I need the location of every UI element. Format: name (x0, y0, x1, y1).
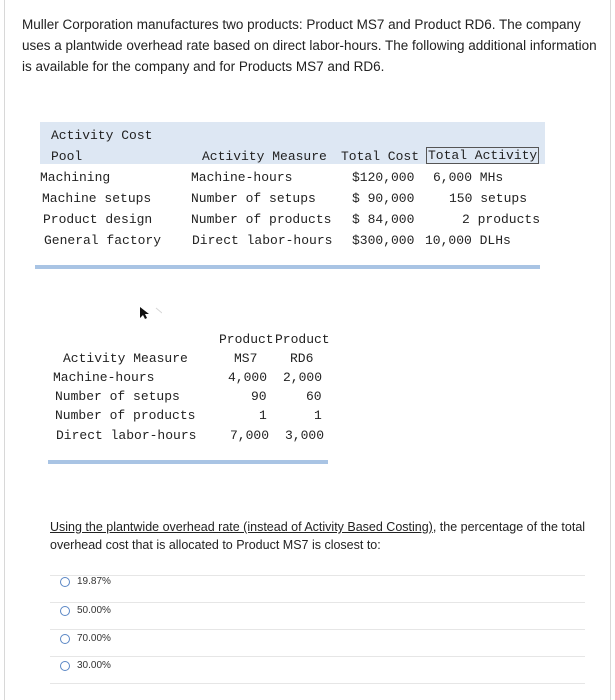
cost-row-activity: 150 setups (449, 191, 528, 206)
option-divider (50, 656, 585, 657)
product-ms7-header-line2: MS7 (234, 351, 258, 366)
product-row-ms7: 7,000 (230, 428, 270, 443)
product-rd6-header-line2: RD6 (290, 351, 314, 366)
cost-row-measure: Number of products (191, 212, 332, 227)
cost-row-pool: Machine setups (42, 191, 152, 206)
option-70-00[interactable] (60, 633, 111, 644)
cost-table-rule (35, 265, 540, 269)
product-row-ms7: 4,000 (228, 370, 268, 385)
total-activity-header: Total Activity (428, 148, 538, 163)
cost-row-measure: Number of setups (191, 191, 316, 206)
product-row-rd6: 1 (314, 408, 322, 423)
cost-row-pool: General factory (44, 233, 162, 248)
product-row-measure: Machine-hours (53, 370, 155, 385)
measure-header: Activity Measure (202, 149, 327, 164)
product-row-ms7: 90 (251, 389, 267, 404)
intro-text: Muller Corporation manufactures two products: Product MS7 and Product RD6. The company uses a plantwide overhead rate based on direct labor-hours. The following additional information is available for the company and for Products MS7 and RD6. (22, 17, 597, 74)
product-table-rule (48, 460, 328, 464)
product-row-rd6: 3,000 (285, 428, 325, 443)
cost-row-activity: 10,000 DLHs (425, 233, 511, 248)
cost-row-measure: Machine-hours (191, 170, 293, 185)
product-row-ms7: 1 (259, 408, 267, 423)
option-50-00[interactable] (60, 605, 111, 616)
option-label: 30.00% (77, 660, 111, 671)
option-label: 70.00% (77, 633, 111, 644)
option-divider (50, 629, 585, 630)
cost-row-measure: Direct labor-hours (192, 233, 333, 248)
option-divider (50, 575, 585, 576)
question-text (50, 518, 590, 554)
product-row-measure: Number of setups (55, 389, 180, 404)
cost-row-cost: $300,000 (352, 233, 415, 248)
total-cost-header: Total Cost (341, 149, 420, 164)
product-measure-header: Activity Measure (63, 351, 188, 366)
radio-icon[interactable] (60, 606, 70, 616)
pool-header-line2: Pool (51, 149, 83, 164)
pool-header-line1: Activity Cost (51, 128, 153, 143)
product-row-measure: Number of products (55, 408, 196, 423)
option-30-00[interactable] (60, 660, 111, 671)
option-label: 19.87% (77, 576, 111, 587)
question-underlined: Using the plantwide overhead rate (instead of Activity Based Costing) (50, 520, 433, 534)
cost-row-pool: Machining (40, 170, 111, 185)
cost-row-cost: $ 84,000 (352, 212, 415, 227)
cost-row-pool: Product design (43, 212, 153, 227)
mouse-cursor-icon (138, 306, 162, 325)
option-label: 50.00% (77, 605, 111, 616)
product-row-rd6: 60 (306, 389, 322, 404)
product-row-measure: Direct labor-hours (56, 428, 197, 443)
product-ms7-header-line1: Product (219, 332, 274, 347)
cost-row-activity: 6,000 MHs (433, 170, 504, 185)
cost-row-cost: $120,000 (352, 170, 415, 185)
radio-icon[interactable] (60, 661, 70, 671)
radio-icon[interactable] (60, 634, 70, 644)
page-frame (4, 0, 611, 700)
product-rd6-header-line1: Product (275, 332, 330, 347)
question-rest: , the percentage of the total overhead cost that is allocated to Product MS7 is closest to: (50, 520, 586, 552)
cost-row-cost: $ 90,000 (352, 191, 415, 206)
option-19-87[interactable] (60, 576, 111, 587)
option-divider (50, 683, 585, 684)
option-divider (50, 602, 585, 603)
product-row-rd6: 2,000 (283, 370, 323, 385)
radio-icon[interactable] (60, 577, 70, 587)
cost-row-activity: 2 products (462, 212, 541, 227)
